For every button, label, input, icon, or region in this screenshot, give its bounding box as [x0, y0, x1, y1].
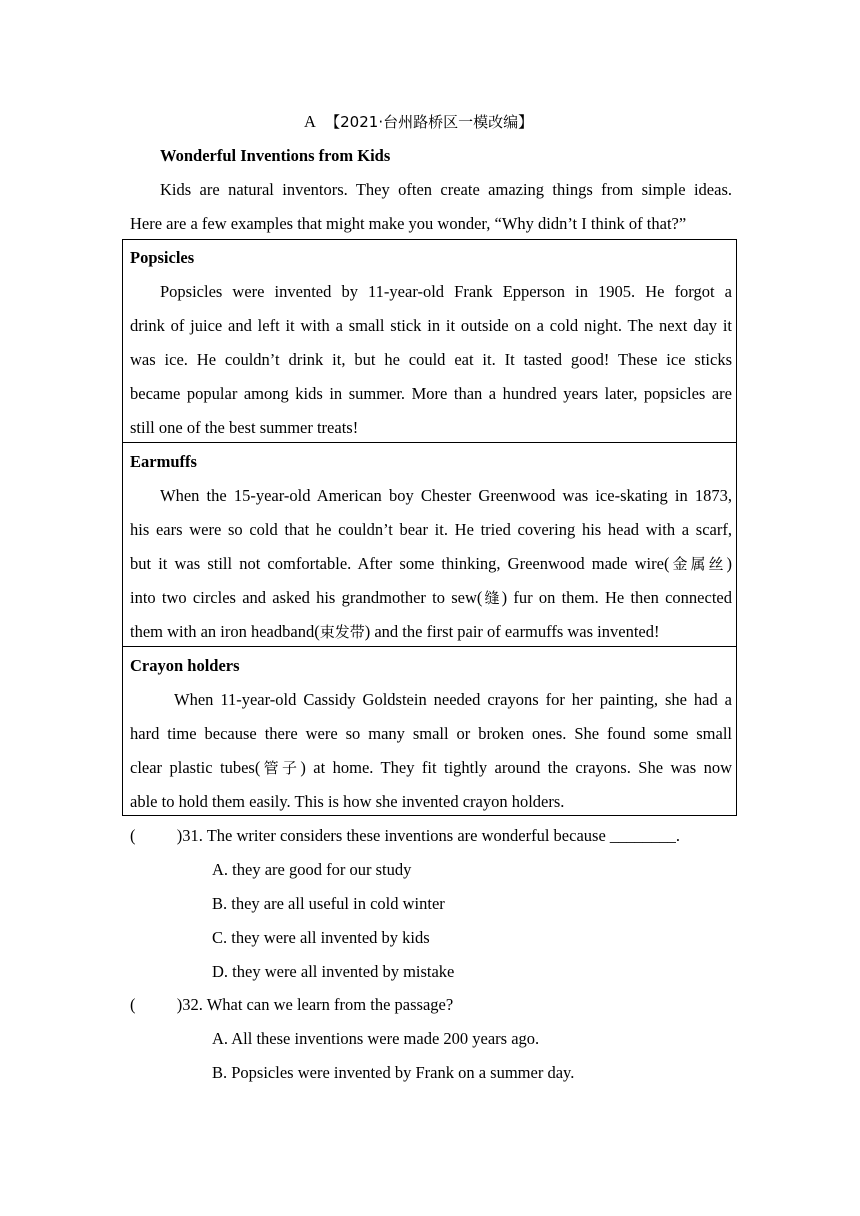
answer-bracket: ( ) [130, 995, 183, 1014]
paragraph-line: was ice. He couldn’t drink it, but he could eat it. It tasted good! These ice sticks [130, 350, 732, 369]
intro-line-2: Here are a few examples that might make you wonder, “Why didn’t I think of that?” [130, 214, 687, 233]
passage-title: Wonderful Inventions from Kids [160, 146, 391, 165]
paragraph-line: When 11-year-old Cassidy Goldstein needed crayons for her painting, she had a [174, 690, 732, 709]
section-heading: Earmuffs [130, 452, 197, 471]
paragraph-line: drink of juice and left it with a small stick in it outside on a cold night. The next day it [130, 316, 732, 335]
section-box-earmuffs [122, 442, 737, 647]
intro-line-1: Kids are natural inventors. They often create amazing things from simple ideas. [160, 180, 732, 199]
passage-source: 【2021·台州路桥区一模改编】 [325, 113, 534, 131]
paragraph-line: When the 15-year-old American boy Chester Greenwood was ice-skating in 1873, [160, 486, 732, 505]
chinese-gloss: 缝 [482, 589, 502, 607]
option-b: B. Popsicles were invented by Frank on a summer day. [212, 1063, 575, 1082]
section-heading: Crayon holders [130, 656, 240, 675]
question-stem: What can we learn from the passage? [206, 995, 454, 1014]
question-32 [130, 995, 453, 1015]
question-number: 32. [182, 995, 203, 1014]
paragraph-line: became popular among kids in summer. More than a hundred years later, popsicles are [130, 384, 732, 403]
paragraph-line: still one of the best summer treats! [130, 418, 359, 437]
section-heading: Popsicles [130, 248, 195, 267]
paragraph-line: clear plastic tubes(管子) at home. They fit tightly around the crayons. She was now [130, 758, 732, 777]
paragraph-line: hard time because there were so many small or broken ones. She found some small [130, 724, 732, 743]
chinese-gloss: 束发带 [319, 623, 365, 641]
paragraph-line: Popsicles were invented by 11-year-old Frank Epperson in 1905. He forgot a [160, 282, 732, 301]
paragraph-line: but it was still not comfortable. After some thinking, Greenwood made wire(金属丝) [130, 554, 732, 573]
question-stem: The writer considers these inventions are wonderful because ________. [206, 826, 681, 845]
answer-bracket: ( ) [130, 826, 183, 845]
paragraph-line: able to hold them easily. This is how she invented crayon holders. [130, 792, 565, 811]
question-number: 31. [182, 826, 203, 845]
paragraph-line: into two circles and asked his grandmother to sew(缝) fur on them. He then connected [130, 588, 732, 607]
option-b: B. they are all useful in cold winter [212, 894, 445, 913]
section-box-popsicles [122, 239, 737, 443]
option-a: A. All these inventions were made 200 years ago. [212, 1029, 540, 1048]
option-d: D. they were all invented by mistake [212, 962, 455, 981]
passage-label [304, 112, 533, 132]
option-a: A. they are good for our study [212, 860, 412, 879]
question-31 [130, 826, 680, 846]
chinese-gloss: 金属丝 [669, 555, 727, 573]
paragraph-line: his ears were so cold that he couldn’t bear it. He tried covering his head with a scarf, [130, 520, 732, 539]
passage-letter: A [304, 112, 316, 131]
paragraph-line: them with an iron headband(束发带) and the first pair of earmuffs was invented! [130, 622, 660, 641]
chinese-gloss: 管子 [260, 759, 301, 777]
option-c: C. they were all invented by kids [212, 928, 430, 947]
